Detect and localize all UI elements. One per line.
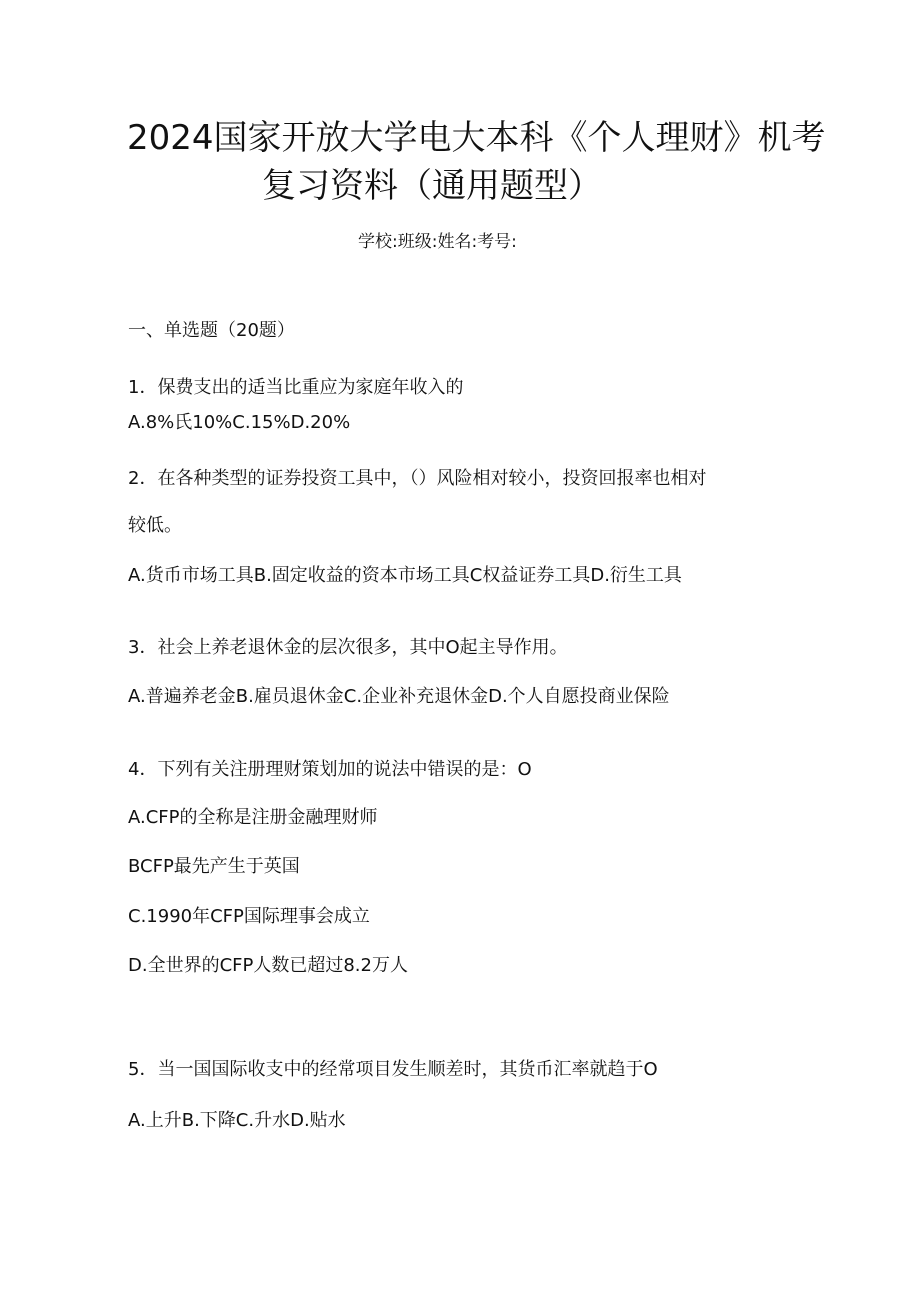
question-4-option-d: D.全世界的CFP人数已超过8.2万人: [128, 955, 408, 976]
question-4-option-b: BCFP最先产生于英国: [128, 856, 300, 877]
document-title-line-2: 复习资料（通用题型）: [262, 166, 602, 206]
document-title-line-1: 2024国家开放大学电大本科《个人理财》机考: [127, 118, 826, 158]
question-2-stem-line-1: 2．在各种类型的证券投资工具中，（）风险相对较小，投资回报率也相对: [128, 468, 707, 489]
question-2-stem-line-2: 较低。: [128, 515, 182, 536]
question-3-stem: 3．社会上养老退休金的层次很多，其中O起主导作用。: [128, 637, 568, 658]
question-2-options: A.货币市场工具B.固定收益的资本市场工具C权益证券工具D.衍生工具: [128, 565, 682, 586]
question-4-option-a: A.CFP的全称是注册金融理财师: [128, 807, 378, 828]
question-4-stem: 4．下列有关注册理财策划加的说法中错误的是：O: [128, 759, 532, 780]
question-4-option-c: C.1990年CFP国际理事会成立: [128, 906, 370, 927]
question-1-stem: 1．保费支出的适当比重应为家庭年收入的: [128, 377, 464, 398]
student-info-line: 学校:班级:姓名:考号:: [358, 232, 517, 252]
section-heading: 一、单选题（20题）: [128, 320, 295, 341]
question-1-options: A.8%氏10%C.15%D.20%: [128, 412, 351, 433]
question-3-options: A.普遍养老金B.雇员退休金C.企业补充退休金D.个人自愿投商业保险: [128, 686, 670, 707]
question-5-options: A.上升B.下降C.升水D.贴水: [128, 1110, 346, 1131]
question-5-stem: 5．当一国国际收支中的经常项目发生顺差时，其货币汇率就趋于O: [128, 1059, 658, 1080]
